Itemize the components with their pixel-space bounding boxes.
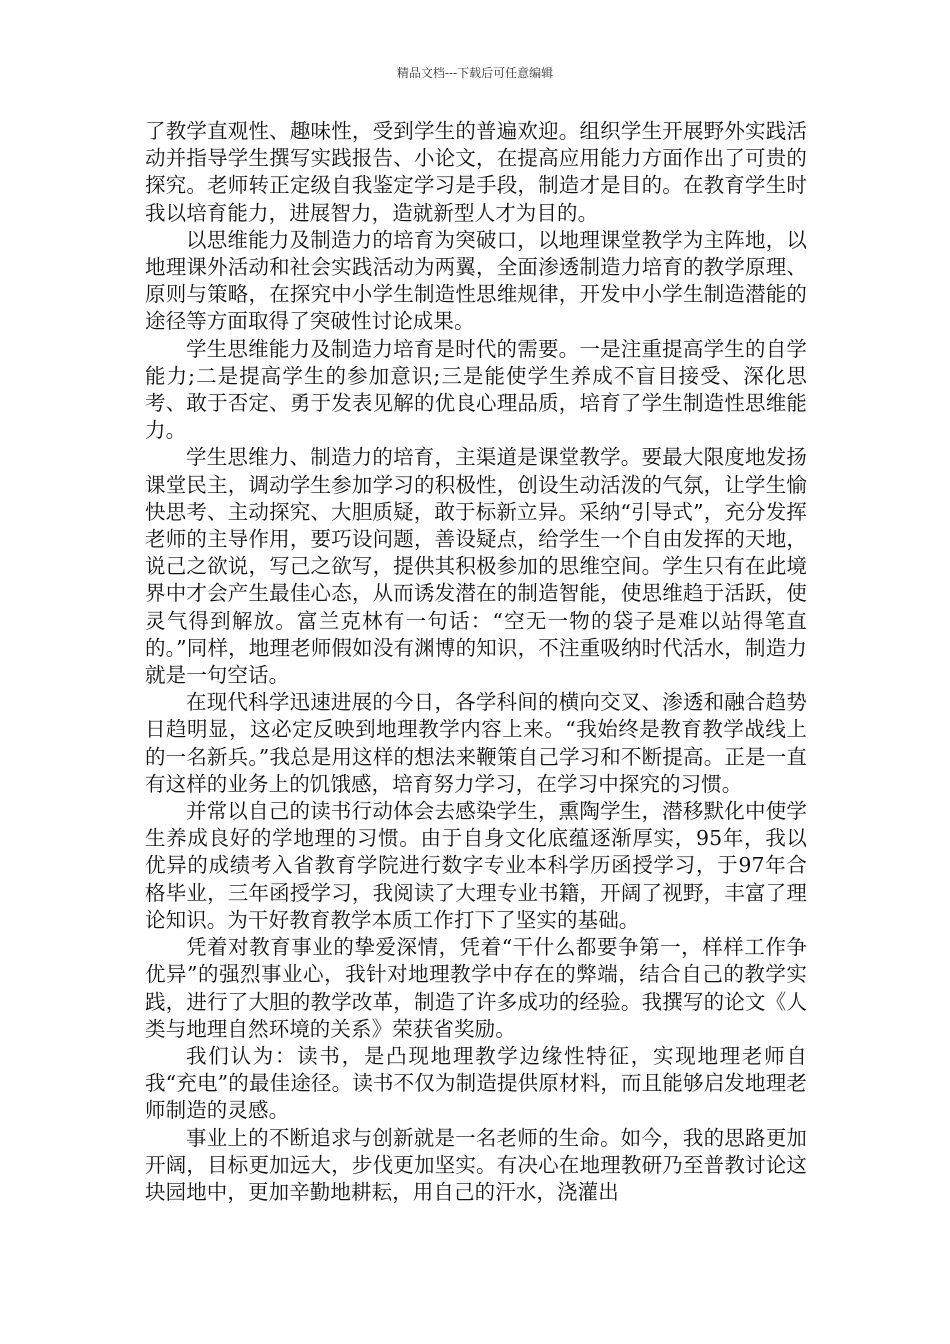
paragraph-8: 我们认为：读书，是凸现地理教学边缘性特征，实现地理老师自我“充电”的最佳途径。读书不仅为制造提供原材料，而且能够启发地理老师制造的灵感。	[145, 1043, 807, 1123]
paragraph-2: 以思维能力及制造力的培育为突破口，以地理课堂教学为主阵地，以地理课外活动和社会实践活动为两翼，全面渗透制造力培育的教学原理、原则与策略，在探究中小学生制造性思维规律，开发中小学生制造潜能的途径等方面取得了突破性讨论成果。	[145, 227, 807, 334]
paragraph-3: 学生思维能力及制造力培育是时代的需要。一是注重提高学生的自学能力;二是提高学生的参加意识;三是能使学生养成不盲目接受、深化思考、敢于否定、勇于发表见解的优良心理品质，培育了学生制造性思维能力。	[145, 336, 807, 443]
paragraph-5: 在现代科学迅速进展的今日，各学科间的横向交叉、渗透和融合趋势日趋明显，这必定反映到地理教学内容上来。“我始终是教育教学战线上的一名新兵。”我总是用这样的想法来鞭策自己学习和不断提高。正是一直有这样的业务上的饥饿感，培育努力学习，在学习中探究的习惯。	[145, 690, 807, 796]
paragraph-9: 事业上的不断追求与创新就是一名老师的生命。如今，我的思路更加开阔，目标更加远大，步伐更加坚实。有决心在地理教研乃至普教讨论这块园地中，更加辛勤地耕耘，用自己的汗水，浇灌出	[145, 1125, 807, 1204]
paragraph-4: 学生思维力、制造力的培育，主渠道是课堂教学。要最大限度地发扬课堂民主，调动学生参加学习的积极性，创设生动活泼的气氛，让学生愉快思考、主动探究、大胆质疑，敢于标新立异。采纳“引导式”，充分发挥老师的主导作用，要巧设问题，善设疑点，给学生一个自由发挥的天地，说己之欲说，写己之欲写，提供其积极参加的思维空间。学生只有在此境界中才会产生最佳心态，从而诱发潜在的制造智能，使思维趋于活跃，使灵气得到解放。富兰克林有一句话：“空无一物的袋子是难以站得笔直的。”同样，地理老师假如没有渊博的知识，不注重吸纳时代活水，制造力就是一句空话。	[145, 445, 807, 688]
paragraph-1: 了教学直观性、趣味性，受到学生的普遍欢迎。组织学生开展野外实践活动并指导学生撰写实践报告、小论文，在提高应用能力方面作出了可贵的探究。老师转正定级自我鉴定学习是手段，制造才是目的。在教育学生时我以培育能力，进展智力，造就新型人才为目的。	[145, 119, 807, 225]
paragraph-6: 并常以自己的读书行动体会去感染学生，熏陶学生，潜移默化中使学生养成良好的学地理的习惯。由于自身文化底蕴逐渐厚实，95年，我以优异的成绩考入省教育学院进行数字专业本科学历函授学习，于97年合格毕业，三年函授学习，我阅读了大理专业书籍，开阔了视野，丰富了理论知识。为干好教育教学本质工作打下了坚实的基础。	[145, 799, 807, 932]
page-header: 精品文档---下载后可任意编辑	[396, 66, 554, 80]
paragraph-7: 凭着对教育事业的挚爱深情，凭着“干什么都要争第一，样样工作争优异”的强烈事业心，我针对地理教学中存在的弊端，结合自己的教学实践，进行了大胆的教学改革，制造了许多成功的经验。我撰写的论文《人类与地理自然环境的关系》荣获省奖励。	[145, 935, 807, 1041]
document-body	[145, 118, 807, 1206]
